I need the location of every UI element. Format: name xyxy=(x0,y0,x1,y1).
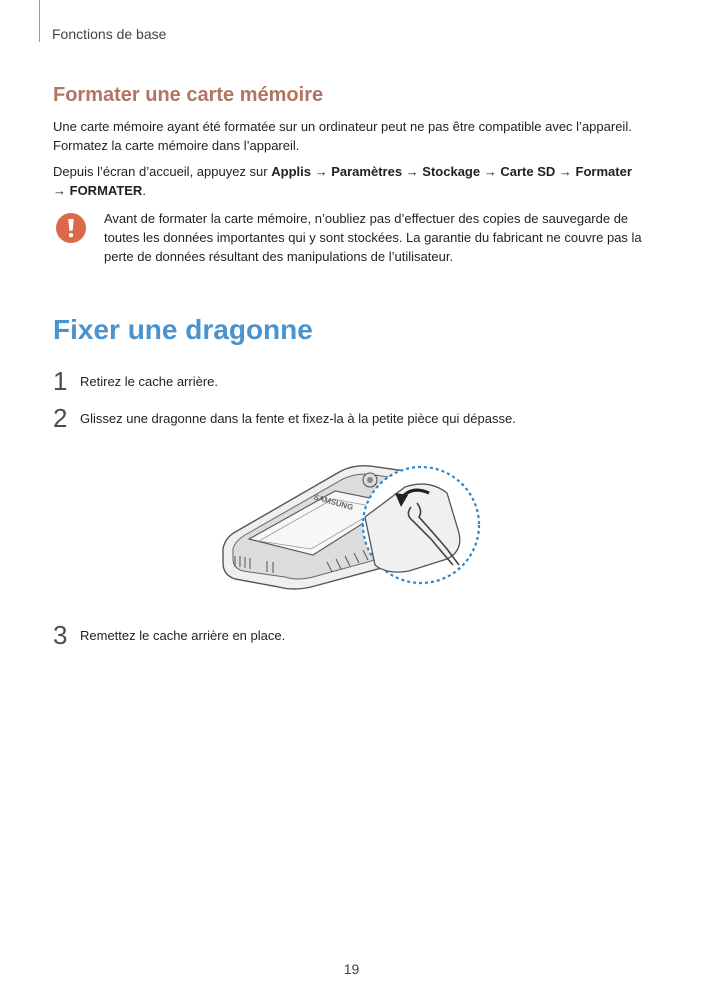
step-number: 3 xyxy=(53,620,68,650)
step-text: Retirez le cache arrière. xyxy=(80,373,218,389)
path-item-carte-sd: Carte SD xyxy=(500,164,556,179)
arrow: → xyxy=(558,164,572,179)
step-number: 1 xyxy=(53,366,68,396)
path-intro: Depuis l’écran d’accueil, appuyez sur xyxy=(53,164,272,179)
path-item-formater: Formater xyxy=(575,164,632,179)
step-2 xyxy=(53,404,516,432)
step-3 xyxy=(53,621,285,649)
path-item-stockage: Stockage xyxy=(422,164,481,179)
arrow: → xyxy=(405,164,419,179)
running-header: Fonctions de base xyxy=(52,26,167,42)
page-number: 19 xyxy=(343,961,360,977)
strap-illustration xyxy=(215,455,485,590)
path-item-formater-confirm: FORMATER xyxy=(69,183,143,198)
arrow: → xyxy=(53,183,66,198)
path-end: . xyxy=(142,183,146,198)
strap-section-title: Fixer une dragonne xyxy=(53,314,313,345)
warning-text: Avant de formater la carte mémoire, n’oubliez pas d’effectuer des copies de sauvegarde de toutes les données importantes qui y sont stockées. La garantie du fabricant ne couvre pas la perte de données résultant des manipulations de l’utilisateur. xyxy=(104,211,642,264)
format-section-title: Formater une carte mémoire xyxy=(53,84,324,106)
step-1 xyxy=(53,367,218,395)
path-item-parametres: Paramètres xyxy=(331,164,403,179)
format-path-paragraph xyxy=(53,162,663,200)
arrow: → xyxy=(314,164,328,179)
step-text: Remettez le cache arrière en place. xyxy=(80,627,286,643)
step-text: Glissez une dragonne dans la fente et fixez-la à la petite pièce qui dépasse. xyxy=(80,410,516,426)
header-rule xyxy=(39,0,40,42)
path-item-applis: Applis xyxy=(271,164,311,179)
warning-icon xyxy=(55,212,87,244)
brand-label: SAMSUNG xyxy=(312,492,355,513)
format-intro-paragraph: Une carte mémoire ayant été formatée sur un ordinateur peut ne pas être compatible avec l’appareil. Formatez la carte mémoire dans l’appareil. xyxy=(53,119,632,153)
step-number: 2 xyxy=(53,403,68,433)
arrow: → xyxy=(483,164,497,179)
